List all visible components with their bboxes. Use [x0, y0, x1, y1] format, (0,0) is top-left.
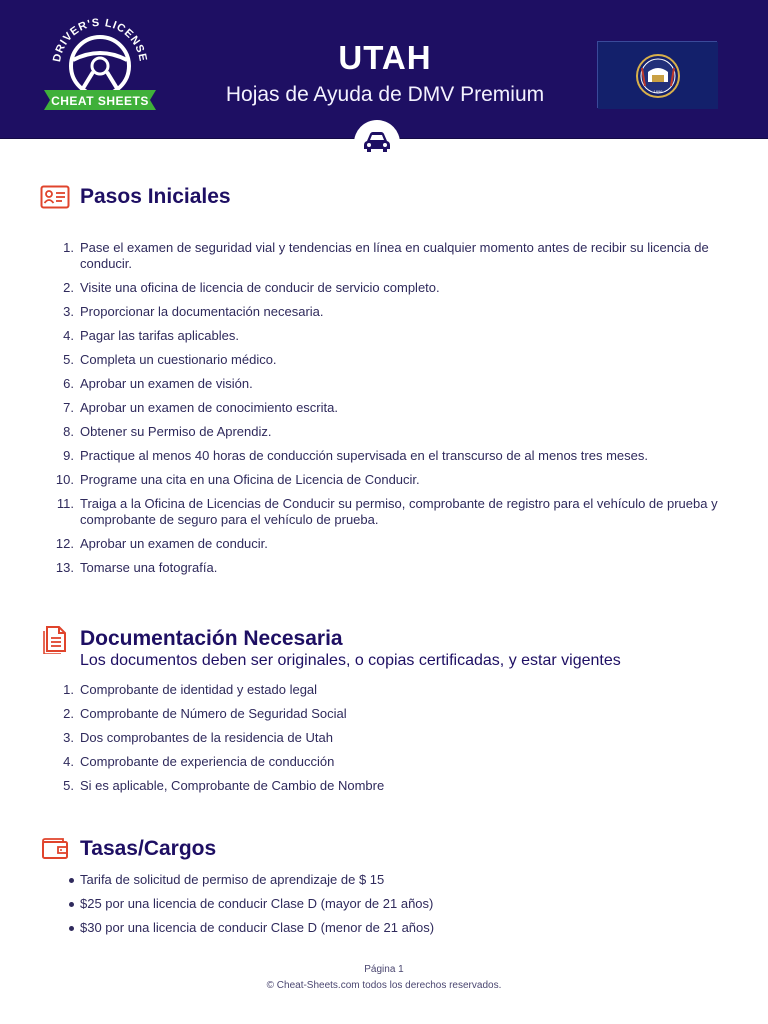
list-item-text: Si es aplicable, Comprobante de Cambio de Nombre: [80, 778, 385, 793]
list-item: [50, 400, 720, 416]
list-item-text: Comprobante de Número de Seguridad Social: [80, 706, 347, 721]
list-item: [50, 376, 720, 392]
page-number: Página 1: [364, 964, 404, 975]
bullet-dot: [69, 926, 74, 931]
list-item-number: 4.: [63, 754, 74, 769]
list-item-text: $30 por una licencia de conducir Clase D (menor de 21 años): [80, 920, 435, 935]
list-item: [50, 352, 720, 368]
list-item-text: Pase el examen de seguridad vial y tendencias en línea en cualquier momento antes de recibir su licencia de conducir.: [80, 240, 709, 271]
utah-flag: [597, 41, 717, 108]
copyright: © Cheat-Sheets.com todos los derechos reservados.: [266, 980, 502, 991]
list-item-text: Programe una cita en una Oficina de Licencia de Conducir.: [80, 472, 420, 487]
list-item-number: 5.: [63, 778, 74, 793]
bullet-dot: [69, 878, 74, 883]
fees-list: [50, 872, 720, 944]
list-item-text: Tomarse una fotografía.: [80, 560, 218, 575]
car-icon: [363, 130, 391, 154]
list-item-number: 3.: [63, 730, 74, 745]
section-docs-title: Documentación Necesaria: [80, 627, 343, 650]
list-item: [50, 240, 720, 272]
page-subtitle: Hojas de Ayuda de DMV Premium: [225, 83, 545, 106]
section-fees-header: [40, 834, 216, 864]
list-item-text: Tarifa de solicitud de permiso de aprendizaje de $ 15: [80, 872, 385, 887]
list-item-number: 5.: [63, 352, 74, 367]
svg-text:CHEAT SHEETS: CHEAT SHEETS: [51, 94, 149, 108]
list-item-text: Traiga a la Oficina de Licencias de Conducir su permiso, comprobante de registro para el vehículo de prueba y comprobante de seguro para el vehículo de prueba.: [80, 496, 718, 527]
list-item: [50, 920, 720, 936]
list-item: [50, 536, 720, 552]
list-item-text: Proporcionar la documentación necesaria.: [80, 304, 324, 319]
list-item: [50, 280, 720, 296]
list-item: [50, 754, 720, 770]
list-item-text: Pagar las tarifas aplicables.: [80, 328, 239, 343]
list-item-number: 1.: [63, 240, 74, 255]
list-item-number: 2.: [63, 280, 74, 295]
bullet-dot: [69, 902, 74, 907]
section-steps-header: [40, 182, 231, 212]
list-item-number: 10.: [55, 472, 74, 487]
list-item: [50, 896, 720, 912]
list-item: [50, 304, 720, 320]
section-steps-title: Pasos Iniciales: [80, 185, 231, 208]
page-title: UTAH: [338, 39, 432, 76]
list-item-text: Completa un cuestionario médico.: [80, 352, 277, 367]
list-item: [50, 560, 720, 576]
list-item-text: Aprobar un examen de conocimiento escrita.: [80, 400, 338, 415]
list-item-number: 8.: [63, 424, 74, 439]
list-item: [50, 872, 720, 888]
id-card-icon: [40, 182, 70, 212]
steps-list: [50, 240, 720, 584]
section-fees-title: Tasas/Cargos: [80, 837, 217, 860]
list-item: [50, 424, 720, 440]
list-item-number: 11.: [56, 496, 74, 511]
svg-text:DRIVER'S LICENSE: DRIVER'S LICENSE: [51, 16, 149, 64]
list-item: [50, 730, 720, 746]
section-docs-subtitle: Los documentos deben ser originales, o copias certificadas, y estar vigentes: [80, 652, 621, 669]
list-item-text: Comprobante de identidad y estado legal: [80, 682, 318, 697]
page-footer: [0, 962, 768, 994]
list-item-number: 3.: [63, 304, 74, 319]
list-item: [50, 448, 720, 464]
list-item-number: 13.: [55, 560, 74, 575]
cheat-sheets-logo: [38, 8, 162, 114]
wallet-icon: [40, 834, 70, 864]
list-item: [50, 706, 720, 722]
list-item-text: Aprobar un examen de conducir.: [80, 536, 268, 551]
title-block: [180, 38, 590, 108]
list-item-text: Obtener su Permiso de Aprendiz.: [80, 424, 272, 439]
list-item-text: Aprobar un examen de visión.: [80, 376, 253, 391]
list-item-number: 1.: [63, 682, 74, 697]
section-docs-header: [40, 624, 343, 654]
list-item-text: $25 por una licencia de conducir Clase D (mayor de 21 años): [80, 896, 434, 911]
car-badge: [354, 120, 400, 166]
list-item-number: 2.: [63, 706, 74, 721]
list-item-number: 4.: [63, 328, 74, 343]
list-item-text: Comprobante de experiencia de conducción: [80, 754, 335, 769]
list-item-number: 7.: [63, 400, 74, 415]
list-item-number: 9.: [63, 448, 74, 463]
list-item: [50, 472, 720, 488]
document-icon: [40, 624, 70, 654]
list-item: [50, 682, 720, 698]
svg-text:1896: 1896: [653, 89, 663, 94]
list-item: [50, 496, 720, 528]
list-item: [50, 328, 720, 344]
list-item-text: Dos comprobantes de la residencia de Utah: [80, 730, 333, 745]
list-item-number: 12.: [55, 536, 74, 551]
list-item-number: 6.: [63, 376, 74, 391]
list-item-text: Visite una oficina de licencia de conducir de servicio completo.: [80, 280, 440, 295]
list-item: [50, 778, 720, 794]
docs-list: [50, 682, 720, 802]
page-header: [0, 0, 768, 139]
list-item-text: Practique al menos 40 horas de conducción supervisada en el transcurso de al menos tres meses.: [80, 448, 648, 463]
